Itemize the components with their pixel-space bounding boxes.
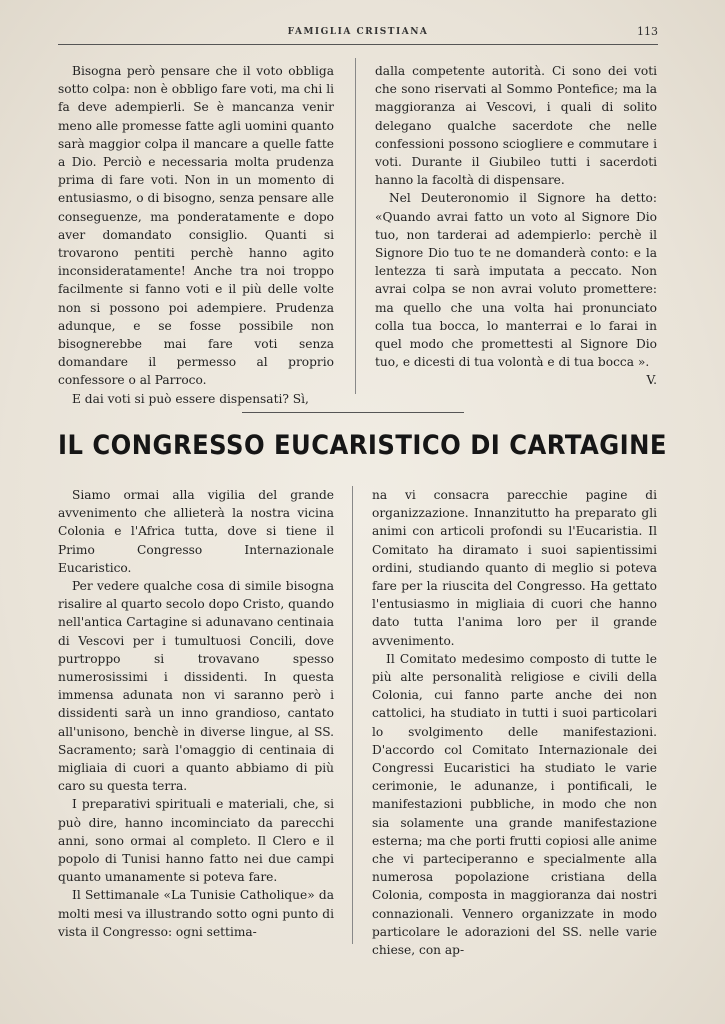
main-article-column-1 xyxy=(58,486,334,941)
paragraph: Nel Deuteronomio il Signore ha detto: «Quando avrai fatto un voto al Signore Dio tuo, non tarderai ad adempierlo: perchè il Signore Dio tuo te ne domanderà conto: e la lentezza ti sarà imputata a peccato. Non avrai colpa se non avrai voluto promettere: ma quello che una volta hai pronunciato colla tua bocca, lo manterrai e lo farai in quel modo che promettesti al Signore Dio tuo, e dicesti di tua volontà e di tua bocca ». xyxy=(375,191,657,370)
paragraph: na vi consacra parecchie pagine di organizzazione. Innanzitutto ha preparato gli animi con articoli profondi su l'Eucaristia. Il Comitato ha diramato i suoi sapientissimi ordini, studiando quanto di meglio si poteva fare per la riuscita del Congresso. Ha gettato l'entusiasmo in migliaia di cuori che hanno dato tutta l'anima loro per il grande avvenimento. xyxy=(372,488,657,648)
section-divider xyxy=(242,412,464,413)
column-divider xyxy=(352,486,353,944)
paragraph: dalla competente autorità. Ci sono dei voti che sono riservati al Sommo Pontefice; ma la maggioranza ai Vescovi, i quali di solito delegano qualche sacerdote che nelle confessioni possono sciogliere e commutare i voti. Durante il Giubileo tutti i sacerdoti hanno la facoltà di dispensare. xyxy=(375,64,657,188)
paragraph: Siamo ormai alla vigilia del grande avvenimento che allieterà la nostra vicina Colonia e l'Africa tutta, dove si tiene il Primo Congresso Internazionale Eucaristico. xyxy=(58,488,334,575)
paragraph: I preparativi spirituali e materiali, che, si può dire, hanno incominciato da parecchi anni, sono ormai al completo. Il Clero e il popolo di Tunisi hanno fatto nei due campi quanto umanamente si poteva fare. xyxy=(58,797,334,885)
paragraph: Per vedere qualche cosa di simile bisogna risalire al quarto secolo dopo Cristo, quando nell'antica Cartagine si adunavano centinaia di Vescovi per i tumultuosi Concili, dove purtroppo si trovavano spesso numerosissimi i dissidenti. In questa immensa adunata non vi saranno però i dissidenti sarà un inno grandioso, cantato all'unisono, benchè in diverse lingue, al SS. Sacramento; sarà l'omaggio di centinaia di migliaia di cuori a quanto abbiamo di più caro su questa terra. xyxy=(58,579,334,794)
paragraph: E dai voti si può essere dispensati? Sì, xyxy=(72,391,309,406)
article-headline: IL CONGRESSO EUCARISTICO DI CARTAGINE xyxy=(58,430,667,461)
paragraph: Il Comitato medesimo composto di tutte le più alte personalità religiose e civili della Colonia, cui fanno parte anche dei non cattolici, ha studiato in tutti i suoi particolari lo svolgimento delle manifestazioni. D'accordo col Comitato Internazionale dei Congressi Eucaristici ha studiato le varie cerimonie, le adunanze, i pontificali, le manifestazioni pubbliche, in modo che non sia solamente una grande manifestazione esterna; ma che porti frutti copiosi alle anime che vi parteciperanno e specialmente alla numerosa popolazione cristiana della Colonia, composta in maggioranza dai nostri connazionali. Vennero organizzate in modo particolare le adorazioni del SS. nelle varie chiese, con ap- xyxy=(372,651,657,958)
top-article-column-1 xyxy=(58,62,334,408)
header-rule xyxy=(58,44,658,45)
top-article-column-2 xyxy=(375,62,657,390)
column-divider xyxy=(355,58,356,394)
paragraph: Bisogna però pensare che il voto obbligа sotto colpa: non è obbligo fare voti, ma chi li fa deve adempierli. Se è mancanza venir meno alle promesse fatte agli uomini quanto sarà maggior colpa il mancare a quelle fatte a Dio. Perciò e necessaria molta prudenza prima di fare voti. Non in un momento di entusiasmo, o di bisogno, senza pensare alle conseguenze, ma ponderatamente e dopo aver domandato consiglio. Quanti si trovarono pentiti perchè hanno agito inconsideratamente! Anche tra noi troppo facilmente si fanno voti e il più delle volte non si possono poi adempiere. Prudenza adunque, e se fosse possibile non bisognerebbe mai fare voti senza domandare il permesso al proprio confessore o al Parroco. xyxy=(58,64,334,388)
magazine-title: FAMIGLIA CRISTIANA xyxy=(287,27,429,37)
page-number: 113 xyxy=(637,25,658,38)
running-header xyxy=(58,27,658,45)
main-article-column-2 xyxy=(372,486,657,959)
author-signature: V. xyxy=(646,373,657,388)
paragraph: Il Settimanale «La Tunisie Catholique» da molti mesi va illustrando sotto ogni punto di vista il Congresso: ogni settima- xyxy=(58,888,334,939)
